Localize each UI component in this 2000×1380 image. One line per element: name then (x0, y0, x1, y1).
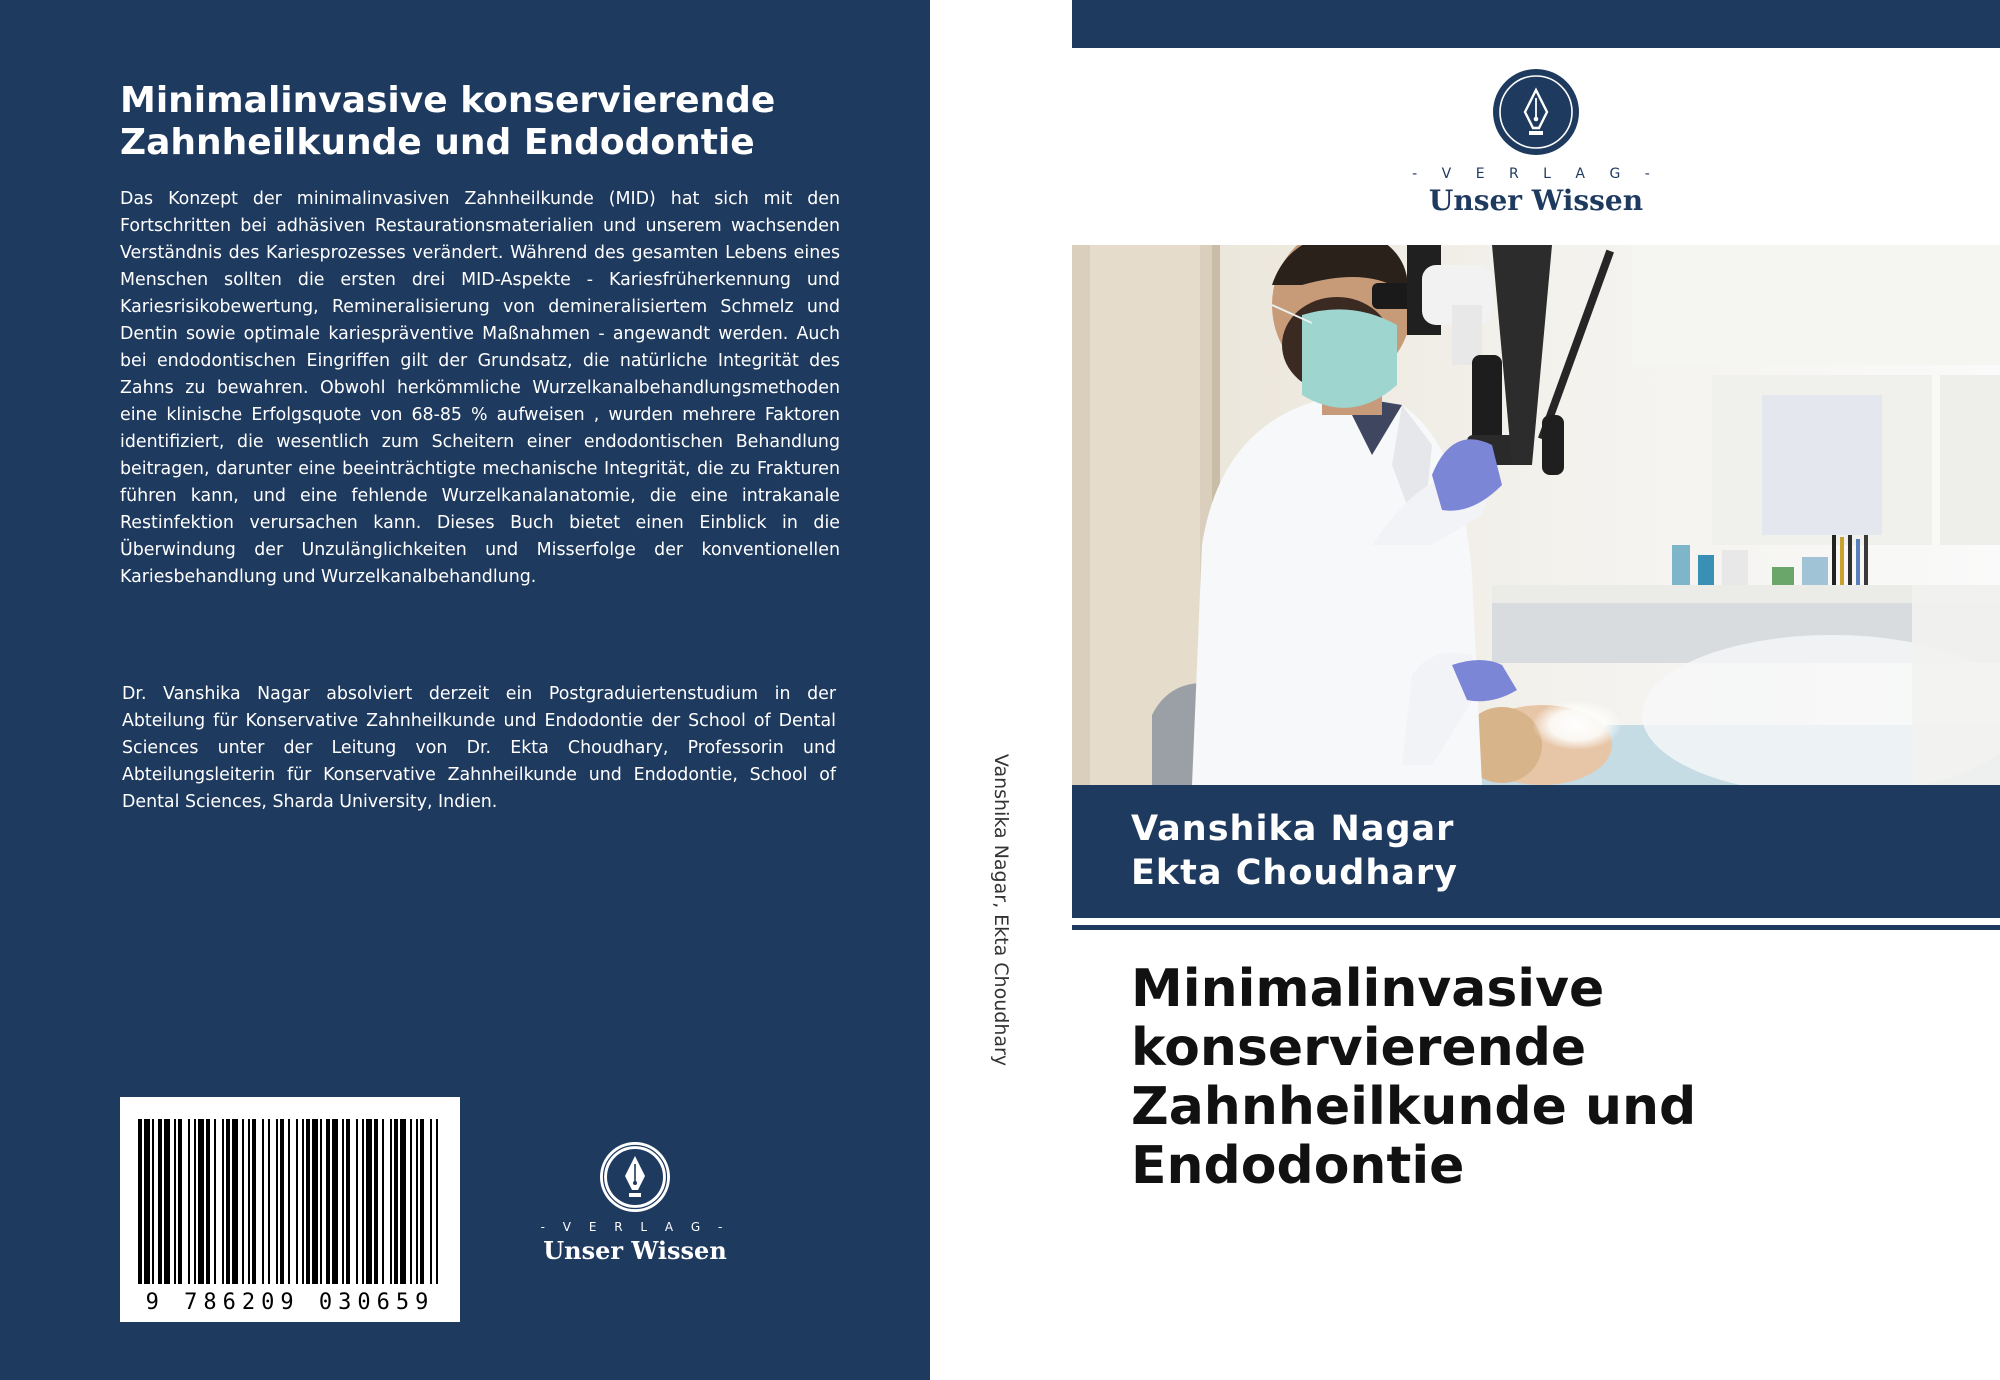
barcode-bar (206, 1119, 210, 1284)
barcode-bar (138, 1119, 142, 1284)
barcode-bar (320, 1119, 322, 1284)
back-publisher-logo (540, 1140, 730, 1280)
barcode-bar (366, 1119, 372, 1284)
barcode-bar (362, 1119, 364, 1284)
barcode-bar (430, 1119, 432, 1284)
barcode-bar (312, 1119, 318, 1284)
author-bio: Dr. Vanshika Nagar absolviert derzeit ein Postgraduiertenstudium in der Abteilung für Konservative Zahnheilkunde und Endodontie der School of Dental Sciences unter der Leitung von Dr. Ekta Choudhary, Professorin und Abteilungsleiterin für Konservative Zahnheilkunde und Endodontie, School of Dental Sciences, Sharda University, Indien. (122, 684, 836, 812)
front-cover-title (1131, 960, 1971, 1196)
barcode-bar (280, 1119, 284, 1284)
front-title-line-3: Zahnheilkunde und (1131, 1077, 1697, 1137)
barcode-bar (410, 1119, 412, 1284)
barcode-bar (242, 1119, 244, 1284)
fountain-pen-seal-icon (598, 1140, 672, 1214)
barcode-bar (326, 1119, 330, 1284)
barcode-bar (144, 1119, 150, 1284)
barcode-bar (194, 1119, 196, 1284)
barcode-bar (158, 1119, 162, 1284)
author-band (1072, 785, 2000, 918)
barcode-graphic (120, 1097, 460, 1322)
spine-authors: Vanshika Nagar, Ekta Choudhary (990, 753, 1012, 1067)
dentist-photo (1072, 245, 2000, 785)
back-title-line-1: Minimalinvasive konservierende (120, 80, 776, 121)
front-title-line-4: Endodontie (1131, 1136, 1465, 1196)
barcode-bar (248, 1119, 250, 1284)
book-spine (930, 0, 1072, 1380)
barcode-bar (276, 1119, 278, 1284)
barcode-bar (288, 1119, 290, 1284)
front-cover (1072, 0, 2000, 1380)
barcode-bar (232, 1119, 238, 1284)
barcode-bar (356, 1119, 358, 1284)
front-verlag-label: - V E R L A G - (1412, 166, 1660, 182)
barcode-bar (178, 1119, 182, 1284)
barcode-bar (400, 1119, 406, 1284)
dental-microscope-photo (1072, 245, 2000, 785)
front-title-line-2: konservierende (1131, 1018, 1587, 1078)
barcode-bar (390, 1119, 392, 1284)
barcode-bar (342, 1119, 344, 1284)
barcode-bar (374, 1119, 378, 1284)
book-blurb: Das Konzept der minimalinvasiven Zahnheilkunde (MID) hat sich mit den Fortschritten bei adhäsiven Restaurationsmaterialien und unserem wachsenden Verständnis des Kariesprozesses verändert. Während des gesamten Lebens eines Menschen sollten die ersten drei MID-Aspekte - Kariesfrüherkennung und Kariesrisikobewertung, Remineralisierung von demineralisiertem Schmelz und Dentin sowie optimale kariespräventive Maßnahmen - angewandt werden. Auch bei endodontischen Eingriffen gilt der Grundsatz, die natürliche Integrität des Zahns zu bewahren. Obwohl herkömmliche Wurzelkanalbehandlungsmethoden eine klinische Erfolgsquote von 68-85 % aufweisen , wurden mehrere Faktoren identifiziert, die wesentlich zum Scheitern einer endodontischen Behandlung beitragen, darunter eine beeinträchtigte mechanische Integrität, die zu Frakturen führen kann, und eine fehlende Wurzelkanalanatomie, die eine intrakanale Restinfektion verursachen kann. Dieses Buch bietet einen Einblick in die Überwindung der Unzulänglichkeiten und Misserfolge der konventionellen Kariesbehandlung und Wurzelkanalbehandlung. (120, 189, 840, 587)
barcode-bar (268, 1119, 270, 1284)
isbn-barcode (120, 1097, 460, 1322)
front-title-line-1: Minimalinvasive (1131, 959, 1605, 1019)
barcode-bar (222, 1119, 224, 1284)
barcode-bar (174, 1119, 176, 1284)
barcode-bar (416, 1119, 418, 1284)
barcode-bar (332, 1119, 338, 1284)
barcode-bar (346, 1119, 350, 1284)
barcode-bar (436, 1119, 438, 1284)
barcode-bar (382, 1119, 384, 1284)
barcode-bar (306, 1119, 310, 1284)
fountain-pen-seal-icon (1492, 68, 1580, 156)
back-cover-title (120, 80, 840, 164)
author-name-1: Vanshika Nagar (1131, 809, 1455, 849)
front-divider (1072, 925, 2000, 930)
barcode-bar (296, 1119, 298, 1284)
barcode-bar (226, 1119, 230, 1284)
back-title-line-2: Zahnheilkunde und Endodontie (120, 122, 755, 163)
barcode-bar (302, 1119, 304, 1284)
barcode-bar (152, 1119, 154, 1284)
barcode-bar (420, 1119, 424, 1284)
barcode-bar (198, 1119, 204, 1284)
barcode-bar (214, 1119, 216, 1284)
front-publisher-name: Unser Wissen (1428, 184, 1644, 217)
back-verlag-label: - V E R L A G - (540, 1220, 730, 1234)
barcode-bar (188, 1119, 190, 1284)
back-publisher-name: Unser Wissen (543, 1236, 727, 1265)
barcode-bar (164, 1119, 170, 1284)
barcode-bar (394, 1119, 398, 1284)
barcode-digits: 9 786209 030659 (145, 1290, 435, 1315)
author-name-2: Ekta Choudhary (1131, 853, 1458, 893)
back-cover (0, 0, 930, 1380)
front-top-bar (1072, 0, 2000, 48)
barcode-bar (252, 1119, 256, 1284)
barcode-bar (262, 1119, 264, 1284)
front-publisher-logo (1406, 68, 1666, 218)
